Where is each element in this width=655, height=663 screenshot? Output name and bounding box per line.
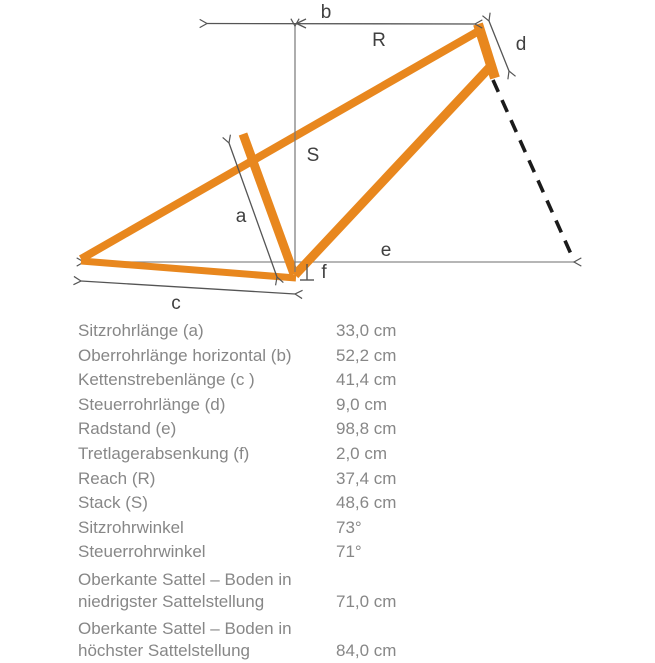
table-row	[78, 618, 655, 663]
spec-value: 37,4 cm	[336, 468, 397, 488]
spec-value: 98,8 cm	[336, 419, 397, 439]
table-row	[78, 368, 655, 393]
down-tube	[295, 68, 489, 275]
label-b: b	[320, 2, 332, 23]
label-S: S	[306, 145, 320, 166]
dimension-line-c	[81, 281, 295, 294]
geometry-spec-table	[78, 319, 655, 663]
spec-value: 48,6 cm	[336, 493, 397, 513]
spec-label: Steuerrohrwinkel	[78, 542, 206, 562]
spec-label: Stack (S)	[78, 493, 148, 513]
label-c: c	[171, 293, 181, 314]
spec-value: 52,2 cm	[336, 345, 397, 365]
spec-label: Oberrohrlänge horizontal (b)	[78, 345, 292, 365]
table-row	[78, 516, 655, 541]
spec-value: 84,0 cm	[336, 641, 397, 661]
spec-label: Oberkante Sattel – Boden in höchster Sattelstellung	[78, 618, 292, 661]
frame-geometry-diagram	[0, 0, 655, 315]
spec-value: 71°	[336, 542, 362, 562]
table-row	[78, 417, 655, 442]
spec-value: 9,0 cm	[336, 394, 388, 414]
chainstay-tube	[81, 261, 296, 278]
table-row	[78, 569, 655, 614]
spec-label: Kettenstrebenlänge (c )	[78, 370, 255, 390]
label-a: a	[235, 206, 247, 227]
dimension-line-b	[207, 24, 475, 25]
table-row	[78, 344, 655, 369]
label-e: e	[380, 240, 392, 261]
label-R: R	[372, 30, 386, 51]
spec-label: Steuerrohrlänge (d)	[78, 394, 226, 414]
table-row	[78, 393, 655, 418]
label-d: d	[515, 34, 527, 55]
spec-value: 33,0 cm	[336, 321, 397, 340]
spec-label: Sitzrohrlänge (a)	[78, 321, 204, 340]
spec-value: 41,4 cm	[336, 370, 397, 390]
spec-label: Reach (R)	[78, 468, 156, 488]
table-row	[78, 319, 655, 344]
label-f: f	[321, 262, 327, 283]
spec-label: Radstand (e)	[78, 419, 177, 439]
table-row	[78, 442, 655, 467]
spec-label: Oberkante Sattel – Boden in niedrigster Sattelstellung	[78, 569, 292, 612]
spec-value: 73°	[336, 517, 362, 537]
table-row	[78, 467, 655, 492]
spec-value: 71,0 cm	[336, 592, 397, 612]
spec-label: Tretlagerabsenkung (f)	[78, 443, 250, 463]
table-row	[78, 540, 655, 565]
table-row	[78, 491, 655, 516]
spec-value: 2,0 cm	[336, 443, 388, 463]
spec-label: Sitzrohrwinkel	[78, 517, 184, 537]
fork-axis-dashed-line	[493, 80, 571, 254]
